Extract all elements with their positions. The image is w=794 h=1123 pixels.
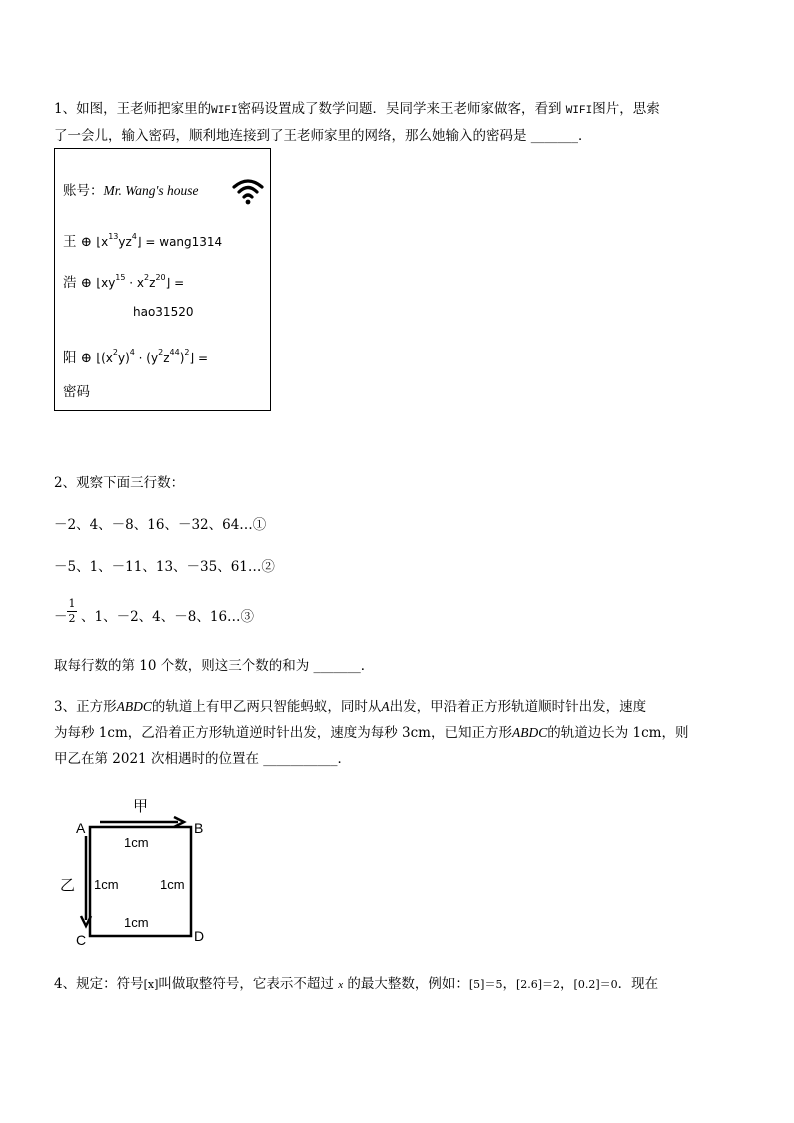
vertex-b: B: [194, 820, 204, 836]
q2-row3-prefix: －: [54, 609, 68, 625]
account-row: 账号：Mr. Wang's house: [63, 183, 199, 199]
vertex-c: C: [76, 932, 87, 948]
q4-line1: 4、规定：符号[x]叫做取整符号，它表示不超过 x 的最大整数，例如：[5]＝5，[2.6]＝2，[0.2]＝0．现在: [54, 976, 659, 992]
q2-row3: 、1、－2、4、－8、16…③: [81, 609, 255, 625]
q1-line2: 了一会儿，输入密码，顺利地连接到了王老师家里的网络，那么她输入的密码是 _______．: [54, 128, 592, 144]
label-jia: 甲: [133, 798, 149, 815]
q2-question: 取每行数的第 10 个数，则这三个数的和为 _______．: [54, 658, 375, 674]
q2-row1: －2、4、－8、16、－32、64…①: [54, 517, 267, 533]
square-track-figure: [54, 792, 224, 952]
q2-row2: －5、1、－11、13、－35、61…②: [54, 559, 275, 575]
row-wang: 王 ⊕ $⌊x^{13}yz^4⌋$ = wang1314: [63, 232, 223, 250]
fraction-half: 1 2: [68, 597, 76, 625]
row-hao-result: hao31520: [133, 305, 194, 319]
q3-line3: 甲乙在第 2021 次相遇时的位置在 ___________．: [54, 751, 351, 767]
row-yang-result: 密码: [63, 384, 90, 400]
row-yang: 阳 ⊕ $⌊(x^2y)^4$ · $(y^2z^{44})^2⌋$ =: [63, 348, 209, 366]
vertex-d: D: [194, 928, 205, 944]
vertex-a: A: [76, 820, 86, 836]
side-right: 1cm: [160, 877, 185, 892]
q1-line1: 1、如图，王老师把家里的WIFI密码设置成了数学问题．吴同学来王老师家做客，看到 WIFI图片，思索: [54, 101, 660, 117]
side-bottom: 1cm: [124, 915, 149, 930]
q3-line1: 3、正方形ABDC的轨道上有甲乙两只智能蚂蚁，同时从A出发，甲沿着正方形轨道顺时针出发，速度: [54, 699, 647, 715]
label-yi: 乙: [60, 877, 76, 894]
side-left: 1cm: [94, 877, 119, 892]
wifi-icon: [232, 177, 264, 205]
q3-line2: 为每秒 1cm，乙沿着正方形轨道逆时针出发，速度为每秒 3cm，已知正方形ABDC的轨道边长为 1cm，则: [54, 725, 689, 741]
wifi-card: [54, 148, 271, 411]
q2-title: 2、观察下面三行数：: [54, 475, 185, 491]
row-hao: 浩 ⊕ $⌊xy^{15}$ · $x^2z^{20}⌋$ =: [63, 273, 185, 291]
side-top: 1cm: [124, 835, 149, 850]
